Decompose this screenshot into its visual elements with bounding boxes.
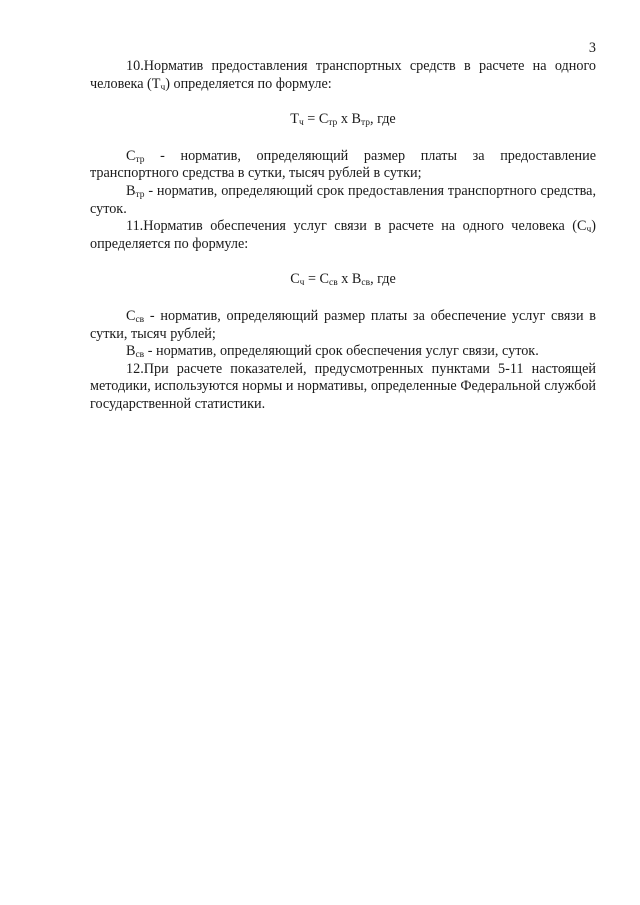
definition-c-sv: $С_{св}$ - норматив, определяющий размер платы за обеспечение услуг связи в сутки, тысяч рублей; — [90, 307, 596, 342]
definition-c-tr: $С_{тр}$ - норматив, определяющий размер платы за предоставление транспортного средства в сутки, тысяч рублей в сутки; — [90, 147, 596, 182]
formula-transport: $Т_ч = С_{тр}$ х $В_{тр}$, где — [290, 111, 396, 129]
paragraph-10-intro: 10.Норматив предоставления транспортных средств в расчете на одного человека $(Т_ч)$ определяется по формуле: — [90, 58, 596, 93]
paragraph-12: 12.При расчете показателей, предусмотренных пунктами 5-11 настоящей методики, используются нормы и нормативы, определенные Федеральной службой государственной статистики. — [90, 360, 596, 412]
definition-b-sv: $В_{св}$ - норматив, определяющий срок обеспечения услуг связи, суток. — [126, 343, 539, 361]
paragraph-11-intro: 11.Норматив обеспечения услуг связи в расчете на одного человека $(С_ч)$ определяется по формуле: — [90, 218, 596, 252]
formula-communication: $С_ч = С_{св}$ х $В_{св}$, где — [290, 271, 396, 289]
page-number: 3 — [588, 40, 596, 56]
definition-b-tr: $В_{тр}$ - норматив, определяющий срок предоставления транспортного средства, суток. — [90, 182, 596, 217]
document-body — [90, 58, 596, 414]
